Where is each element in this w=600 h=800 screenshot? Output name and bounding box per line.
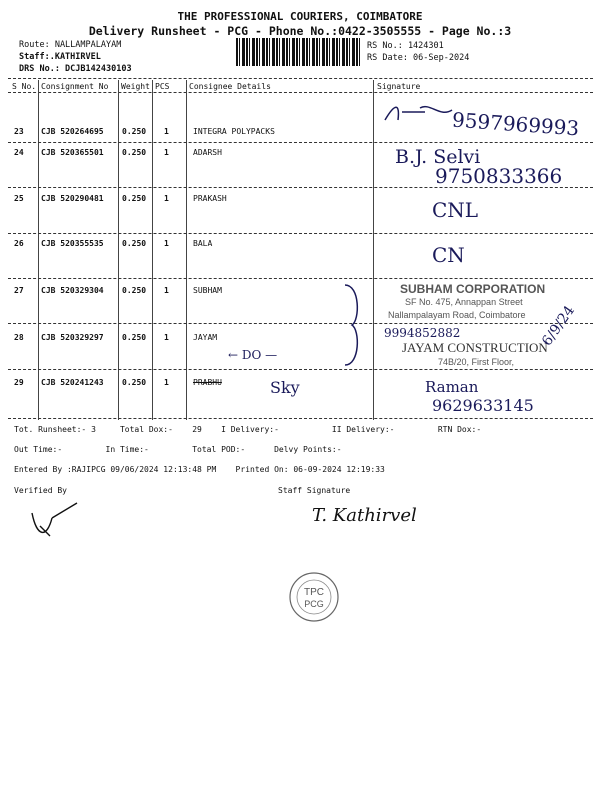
- col-consignment: Consignment No: [41, 82, 109, 91]
- row-pcs: 1: [164, 194, 169, 203]
- company-title: THE PROFESSIONAL COURIERS, COIMBATORE: [177, 10, 423, 23]
- row-consignee: ADARSH: [193, 148, 222, 157]
- runsheet-title: Delivery Runsheet - PCG - Phone No.:0422-3505555 - Page No.:3: [88, 24, 512, 38]
- row-pcs: 1: [164, 127, 169, 136]
- verified-by-label: Verified By: [14, 486, 67, 495]
- row-consignee: JAYAM: [193, 333, 218, 342]
- row-pcs: 1: [164, 378, 169, 387]
- row-consignment: CJB 520241243: [41, 378, 104, 387]
- col-sno: S No.: [12, 82, 37, 91]
- row-weight: 0.250: [122, 286, 147, 295]
- signature-phone-28: 9994852882: [384, 326, 461, 340]
- note-cnl: CNL: [432, 198, 479, 222]
- handwritten-date: 6/9/24: [539, 302, 579, 350]
- row-sno: 25: [14, 194, 24, 203]
- totals-line-1: Tot. Runsheet:- 3 Total Dox:- 29 I Delivery:- II Delivery:- RTN Dox:-: [14, 425, 482, 434]
- stamp-jayam-title: JAYAM CONSTRUCTION: [402, 340, 548, 355]
- row-pcs: 1: [164, 333, 169, 342]
- route-label: Route: NALLAMPALAYAM: [19, 40, 122, 50]
- staff-label: Staff:.KATHIRVEL: [19, 52, 101, 62]
- row-consignment: CJB 520355535: [41, 239, 104, 248]
- signature-phone-29: 9629633145: [432, 396, 534, 415]
- col-signature: Signature: [377, 82, 421, 91]
- rs-number: RS No.: 1424301: [367, 41, 444, 51]
- row-pcs: 1: [164, 286, 169, 295]
- row-weight: 0.250: [122, 127, 147, 136]
- row-weight: 0.250: [122, 239, 147, 248]
- row-consignee: PRAKASH: [193, 194, 227, 203]
- row-consignee: SUBHAM: [193, 286, 222, 295]
- signature-name-24: B.J. Selvi: [395, 146, 481, 168]
- svg-text:PCG: PCG: [304, 599, 324, 609]
- stamp-jayam-address: 74B/20, First Floor,: [438, 357, 515, 367]
- barcode: [236, 38, 360, 66]
- row-consignment: CJB 520329304: [41, 286, 104, 295]
- row-consignee: PRABHU: [193, 378, 222, 387]
- row-sno: 23: [14, 127, 24, 136]
- handwritten-sky: Sky: [270, 378, 300, 397]
- row-weight: 0.250: [122, 194, 147, 203]
- row-sno: 26: [14, 239, 24, 248]
- staff-signature-label: Staff Signature: [278, 486, 351, 495]
- row-sno: 24: [14, 148, 24, 157]
- tpc-seal: [284, 567, 344, 627]
- signature-name-29: Raman: [425, 378, 479, 396]
- stamp-subham-title: SUBHAM CORPORATION: [400, 282, 546, 296]
- verified-signature: [22, 498, 82, 548]
- bracket-mark: [340, 280, 370, 370]
- totals-line-2: Out Time:- In Time:- Total POD:- Delvy Points:-: [14, 445, 342, 454]
- row-weight: 0.250: [122, 333, 147, 342]
- row-pcs: 1: [164, 239, 169, 248]
- rs-date: RS Date: 06-Sep-2024: [367, 53, 470, 63]
- col-pcs: PCS: [155, 82, 170, 91]
- row-sno: 28: [14, 333, 24, 342]
- row-sno: 29: [14, 378, 24, 387]
- signature-scribble-23: [380, 98, 460, 128]
- row-consignee: BALA: [193, 239, 213, 248]
- note-cn: CN: [432, 243, 465, 267]
- handwritten-do-arrow: ← DO —: [228, 348, 278, 362]
- row-weight: 0.250: [122, 378, 147, 387]
- row-consignment: CJB 520264695: [41, 127, 104, 136]
- row-pcs: 1: [164, 148, 169, 157]
- drs-label: DRS No.: DCJB142430103: [19, 64, 132, 74]
- row-weight: 0.250: [122, 148, 147, 157]
- row-consignment: CJB 520329297: [41, 333, 104, 342]
- row-consignment: CJB 520290481: [41, 194, 104, 203]
- entered-by: Entered By :RAJIPCG 09/06/2024 12:13:48 PM Printed On: 06-09-2024 12:19:33: [14, 465, 385, 474]
- stamp-subham-address1: SF No. 475, Annappan Street: [405, 297, 523, 307]
- row-consignee: INTEGRA POLYPACKS: [193, 127, 275, 136]
- svg-text:TPC: TPC: [304, 587, 324, 598]
- row-sno: 27: [14, 286, 24, 295]
- staff-signature: T. Kathirvel: [312, 505, 417, 526]
- row-consignment: CJB 520365501: [41, 148, 104, 157]
- signature-phone-23: 9597969993: [451, 107, 580, 141]
- col-weight: Weight: [121, 82, 150, 91]
- stamp-subham-address2: Nallampalayam Road, Coimbatore: [388, 310, 526, 320]
- col-consignee: Consignee Details: [189, 82, 271, 91]
- signature-phone-24: 9750833366: [435, 164, 563, 188]
